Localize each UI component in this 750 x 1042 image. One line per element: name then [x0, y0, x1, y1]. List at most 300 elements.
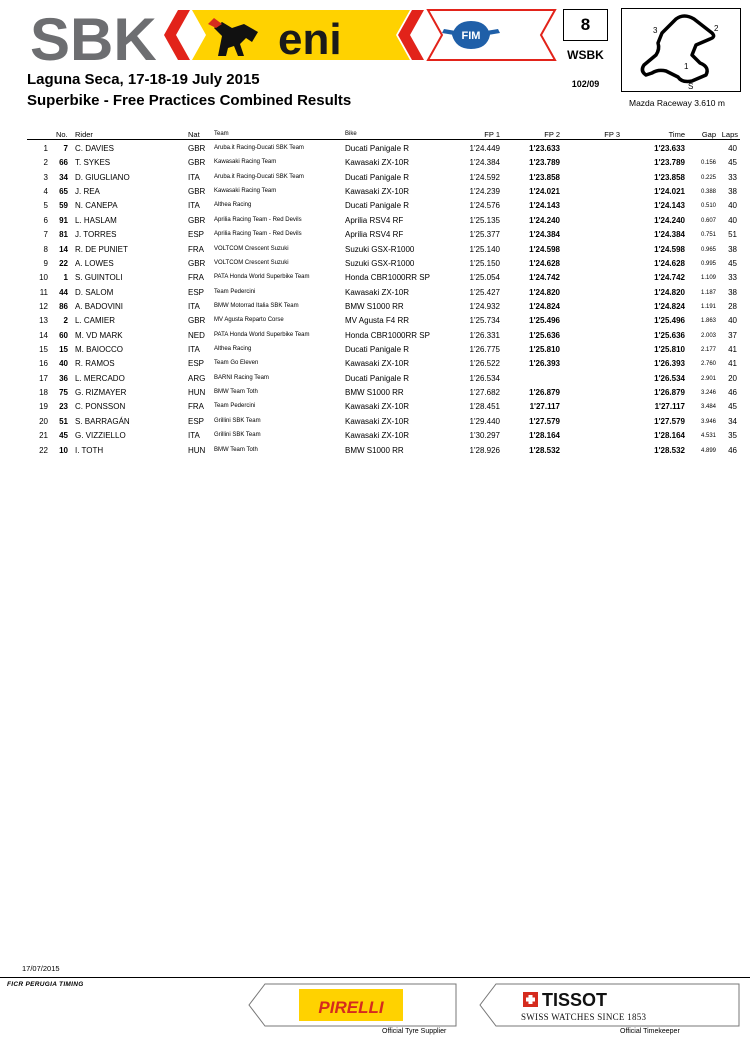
cell-nat: HUN [188, 388, 206, 398]
cell-pos: 5 [43, 201, 48, 211]
cell-fp1: 1'24.932 [469, 301, 500, 311]
cell-gap: 2.760 [700, 361, 716, 368]
cell-fp1: 1'25.427 [469, 287, 500, 297]
cell-fp2: 1'28.164 [529, 431, 560, 441]
table-row [0, 214, 750, 228]
cell-time: 1'25.810 [654, 345, 685, 355]
cell-gap: 3.246 [700, 390, 716, 397]
results-table [0, 142, 750, 458]
column-header-fp1: FP 1 [484, 130, 500, 139]
cell-no: 60 [59, 330, 68, 340]
cell-nat: ESP [188, 287, 205, 297]
cell-gap: 0.225 [700, 174, 716, 181]
cell-nat: GBR [188, 316, 206, 326]
cell-nat: GBR [188, 258, 206, 268]
cell-laps: 33 [728, 172, 737, 182]
cell-no: 7 [63, 144, 68, 153]
cell-rider: G. RIZMAYER [75, 388, 127, 398]
column-header-gap: Gap [701, 130, 716, 139]
column-header-bike: Bike [345, 131, 357, 137]
cell-pos: 7 [43, 230, 48, 240]
cell-laps: 33 [728, 273, 737, 283]
cell-no: 45 [59, 431, 68, 441]
cell-fp1: 1'26.522 [469, 359, 500, 369]
cell-fp2: 1'25.496 [529, 316, 560, 326]
cell-gap: 0.388 [700, 189, 716, 196]
cell-nat: GBR [188, 158, 206, 168]
cell-pos: 3 [43, 172, 48, 182]
cell-laps: 40 [728, 215, 737, 225]
column-header-laps: Laps [721, 130, 738, 139]
cell-nat: ITA [188, 172, 200, 182]
cell-rider: T. SYKES [75, 158, 111, 168]
cell-rider: A. BADOVINI [75, 301, 124, 311]
cell-no: 86 [59, 301, 68, 311]
cell-time: 1'24.742 [654, 273, 685, 283]
cell-nat: ITA [188, 301, 200, 311]
cell-no: 2 [63, 316, 68, 326]
cell-nat: ITA [188, 201, 200, 211]
cell-fp2: 1'25.810 [529, 345, 560, 355]
pirelli-logo-text: PIRELLI [318, 998, 384, 1017]
cell-fp1: 1'25.377 [469, 230, 500, 240]
fim-logo [442, 21, 500, 49]
cell-fp1: 1'26.331 [469, 330, 500, 340]
cell-fp1: 1'27.682 [469, 388, 500, 398]
cell-gap: 4.531 [700, 433, 716, 440]
table-row [0, 243, 750, 257]
cell-laps: 51 [728, 230, 737, 240]
cell-pos: 16 [39, 359, 48, 369]
cell-team: Grillini SBK Team [214, 432, 261, 439]
cell-bike: Ducati Panigale R [345, 345, 410, 355]
cell-no: 40 [59, 359, 68, 369]
cell-pos: 6 [43, 215, 48, 225]
track-marker-2: 2 [714, 24, 719, 33]
cell-fp1: 1'26.534 [469, 373, 500, 383]
cell-pos: 19 [39, 402, 48, 412]
cell-rider: R. RAMOS [75, 359, 115, 369]
document-number: 102/09 [571, 79, 600, 89]
cell-gap: 0.607 [700, 217, 716, 224]
cell-team: PATA Honda World Superbike Team [214, 331, 310, 338]
cell-rider: C. PONSSON [75, 402, 126, 412]
table-row [0, 156, 750, 170]
cell-laps: 20 [728, 373, 737, 383]
cell-team: BMW Team Toth [214, 446, 258, 453]
cell-laps: 46 [728, 445, 737, 455]
cell-rider: S. BARRAGÁN [75, 416, 130, 426]
cell-rider: I. TOTH [75, 445, 104, 455]
table-row [0, 199, 750, 213]
cell-team: Aruba.it Racing-Ducati SBK Team [214, 173, 304, 180]
cell-pos: 10 [39, 273, 48, 283]
table-row [0, 300, 750, 314]
round-number: 8 [563, 9, 608, 41]
cell-laps: 45 [728, 402, 737, 412]
cell-bike: Ducati Panigale R [345, 373, 410, 383]
cell-fp1: 1'28.451 [469, 402, 500, 412]
cell-fp2: 1'24.021 [529, 187, 560, 197]
cell-pos: 11 [39, 287, 48, 297]
cell-nat: GBR [188, 144, 206, 153]
cell-gap: 0.510 [700, 203, 716, 210]
cell-nat: FRA [188, 244, 204, 254]
cell-laps: 37 [728, 330, 737, 340]
cell-bike: Honda CBR1000RR SP [345, 330, 430, 340]
cell-team: VOLTCOM Crescent Suzuki [214, 245, 289, 252]
cell-gap: 1.191 [700, 303, 716, 310]
cell-time: 1'25.636 [654, 330, 685, 340]
cell-nat: FRA [188, 402, 204, 412]
cell-fp1: 1'25.150 [469, 258, 500, 268]
cell-laps: 40 [728, 201, 737, 211]
cell-laps: 38 [728, 244, 737, 254]
cell-bike: Ducati Panigale R [345, 144, 410, 153]
cell-team: Kawasaki Racing Team [214, 188, 277, 195]
cell-pos: 1 [43, 144, 48, 153]
cell-bike: Kawasaki ZX-10R [345, 187, 410, 197]
cell-time: 1'24.628 [654, 258, 685, 268]
cell-time: 1'27.579 [654, 416, 685, 426]
cell-no: 14 [59, 244, 68, 254]
sbk-logo: SBK [30, 6, 157, 66]
cell-pos: 18 [39, 388, 48, 398]
cell-bike: Kawasaki ZX-10R [345, 287, 410, 297]
cell-fp2: 1'25.636 [529, 330, 560, 340]
cell-gap: 0.156 [700, 160, 716, 167]
track-caption: Mazda Raceway 3.610 m [629, 98, 725, 108]
cell-pos: 17 [39, 373, 48, 383]
cell-fp2: 1'26.879 [529, 388, 560, 398]
cell-gap: 2.901 [700, 375, 716, 382]
cell-time: 1'25.496 [654, 316, 685, 326]
cell-laps: 28 [728, 301, 737, 311]
cell-fp1: 1'26.775 [469, 345, 500, 355]
cell-bike: Kawasaki ZX-10R [345, 431, 410, 441]
cell-bike: Kawasaki ZX-10R [345, 402, 410, 412]
cell-time: 1'23.789 [654, 158, 685, 168]
cell-time: 1'26.393 [654, 359, 685, 369]
cell-laps: 45 [728, 258, 737, 268]
cell-fp1: 1'28.926 [469, 445, 500, 455]
cell-fp1: 1'25.140 [469, 244, 500, 254]
cell-nat: FRA [188, 273, 204, 283]
cell-laps: 34 [728, 416, 737, 426]
cell-pos: 4 [43, 187, 48, 197]
table-row [0, 429, 750, 443]
footer-divider [0, 977, 750, 978]
cell-laps: 45 [728, 158, 737, 168]
cell-pos: 2 [43, 158, 48, 168]
cell-no: 66 [59, 158, 68, 168]
cell-fp2: 1'24.143 [529, 201, 560, 211]
cell-no: 75 [59, 388, 68, 398]
cell-bike: Aprilia RSV4 RF [345, 215, 404, 225]
column-header-time: Time [668, 130, 685, 139]
cell-team: Aruba.it Racing-Ducati SBK Team [214, 145, 304, 151]
cell-rider: G. VIZZIELLO [75, 431, 126, 441]
cell-rider: A. LOWES [75, 258, 114, 268]
cell-no: 44 [59, 287, 68, 297]
table-row [0, 286, 750, 300]
cell-pos: 9 [43, 258, 48, 268]
cell-nat: ITA [188, 345, 200, 355]
track-marker-3: 3 [653, 26, 658, 35]
cell-team: Althea Racing [214, 202, 252, 209]
cell-nat: ITA [188, 431, 200, 441]
sponsor-logo-band [0, 2, 560, 66]
cell-rider: L. HASLAM [75, 215, 117, 225]
session-title: Superbike - Free Practices Combined Results [27, 92, 352, 109]
cell-fp1: 1'24.239 [469, 187, 500, 197]
cell-fp2: 1'23.789 [529, 158, 560, 168]
cell-time: 1'24.021 [654, 187, 685, 197]
cell-pos: 15 [39, 345, 48, 355]
swiss-cross-horizontal [526, 998, 535, 1002]
cell-bike: Kawasaki ZX-10R [345, 416, 410, 426]
cell-bike: Ducati Panigale R [345, 201, 410, 211]
timing-provider-logo: FICR PERUGIA TIMING [7, 981, 84, 988]
cell-team: BARNI Racing Team [214, 374, 269, 381]
cell-time: 1'27.117 [654, 402, 685, 412]
cell-rider: C. DAVIES [75, 144, 114, 153]
cell-team: Aprilia Racing Team - Red Devils [214, 231, 302, 238]
cell-laps: 38 [728, 287, 737, 297]
tissot-tagline: SWISS WATCHES SINCE 1853 [521, 1012, 646, 1022]
table-row [0, 271, 750, 285]
column-header-fp2: FP 2 [544, 130, 560, 139]
cell-bike: Honda CBR1000RR SP [345, 273, 430, 283]
cell-pos: 22 [39, 445, 48, 455]
table-row [0, 444, 750, 458]
table-row [0, 357, 750, 371]
cell-pos: 8 [43, 244, 48, 254]
cell-rider: L. MERCADO [75, 373, 125, 383]
cell-fp1: 1'25.734 [469, 316, 500, 326]
cell-laps: 46 [728, 388, 737, 398]
cell-bike: Suzuki GSX-R1000 [345, 258, 415, 268]
cell-gap: 1.109 [700, 275, 716, 282]
series-label: WSBK [567, 48, 604, 62]
cell-team: VOLTCOM Crescent Suzuki [214, 259, 289, 266]
cell-bike: Aprilia RSV4 RF [345, 230, 404, 240]
cell-bike: Kawasaki ZX-10R [345, 158, 410, 168]
table-row [0, 415, 750, 429]
cell-fp2: 1'27.579 [529, 416, 560, 426]
cell-gap: 0.751 [700, 232, 716, 239]
cell-nat: GBR [188, 187, 206, 197]
cell-team: BMW Team Toth [214, 389, 258, 396]
cell-time: 1'23.633 [654, 144, 685, 153]
cell-fp1: 1'24.449 [469, 144, 500, 153]
cell-time: 1'28.164 [654, 431, 685, 441]
fim-logo-text: FIM [461, 30, 481, 42]
cell-pos: 13 [39, 316, 48, 326]
cell-laps: 35 [728, 431, 737, 441]
cell-fp2: 1'23.633 [529, 144, 560, 153]
track-map [621, 8, 741, 92]
cell-rider: M. BAIOCCO [75, 345, 124, 355]
cell-fp2: 1'24.240 [529, 215, 560, 225]
cell-fp1: 1'24.592 [469, 172, 500, 182]
cell-laps: 38 [728, 187, 737, 197]
cell-rider: L. CAMIER [75, 316, 116, 326]
tissot-sponsor [478, 983, 740, 1027]
header-divider [27, 139, 740, 140]
cell-gap: 0.965 [700, 246, 716, 253]
cell-bike: Suzuki GSX-R1000 [345, 244, 415, 254]
table-row [0, 372, 750, 386]
cell-gap: 2.177 [700, 347, 716, 354]
cell-no: 81 [59, 230, 68, 240]
cell-fp2: 1'24.742 [529, 273, 560, 283]
cell-no: 15 [59, 345, 68, 355]
cell-fp2: 1'24.384 [529, 230, 560, 240]
cell-no: 65 [59, 187, 68, 197]
cell-pos: 12 [39, 301, 48, 311]
column-header-no: No. [56, 130, 68, 139]
cell-bike: MV Agusta F4 RR [345, 316, 410, 326]
cell-nat: GBR [188, 215, 206, 225]
table-row [0, 142, 750, 156]
cell-team: Team Go Eleven [214, 360, 259, 367]
eni-logo: eni [278, 15, 342, 64]
column-header-nat: Nat [188, 130, 200, 139]
cell-bike: Ducati Panigale R [345, 172, 410, 182]
cell-rider: D. GIUGLIANO [75, 172, 130, 182]
cell-rider: J. TORRES [75, 230, 117, 240]
cell-rider: S. GUINTOLI [75, 273, 123, 283]
cell-fp1: 1'25.054 [469, 273, 500, 283]
table-row [0, 343, 750, 357]
cell-no: 59 [59, 201, 68, 211]
cell-fp2: 1'26.393 [529, 359, 560, 369]
cell-fp2: 1'23.858 [529, 172, 560, 182]
cell-team: BMW Motorrad Italia SBK Team [214, 302, 299, 309]
cell-fp1: 1'24.384 [469, 158, 500, 168]
cell-no: 23 [59, 402, 68, 412]
cell-fp2: 1'24.824 [529, 301, 560, 311]
cell-fp1: 1'29.440 [469, 416, 500, 426]
cell-time: 1'26.534 [654, 373, 685, 383]
cell-time: 1'24.598 [654, 244, 685, 254]
cell-gap: 3.946 [700, 418, 716, 425]
cell-nat: ESP [188, 416, 205, 426]
cell-team: Team Pedercini [214, 403, 256, 410]
cell-nat: ESP [188, 230, 205, 240]
cell-time: 1'23.858 [654, 172, 685, 182]
column-header-fp3: FP 3 [604, 130, 620, 139]
cell-fp2: 1'24.628 [529, 258, 560, 268]
column-header-rider: Rider [75, 130, 93, 139]
cell-time: 1'24.820 [654, 287, 685, 297]
cell-nat: NED [188, 330, 205, 340]
cell-no: 34 [59, 172, 68, 182]
cell-rider: J. REA [75, 187, 100, 197]
tissot-caption: Official Timekeeper [620, 1028, 680, 1035]
cell-fp1: 1'30.297 [469, 431, 500, 441]
cell-no: 51 [59, 416, 68, 426]
cell-fp2: 1'24.820 [529, 287, 560, 297]
cell-gap: 0.995 [700, 260, 716, 267]
cell-fp1: 1'24.576 [469, 201, 500, 211]
cell-no: 1 [63, 273, 68, 283]
cell-laps: 40 [728, 144, 737, 153]
footer-date: 17/07/2015 [22, 964, 60, 973]
track-marker-1: 1 [684, 62, 689, 71]
cell-rider: N. CANEPA [75, 201, 118, 211]
cell-rider: D. SALOM [75, 287, 114, 297]
cell-gap: 2.003 [700, 332, 716, 339]
cell-bike: Kawasaki ZX-10R [345, 359, 410, 369]
cell-fp1: 1'25.135 [469, 215, 500, 225]
cell-pos: 20 [39, 416, 48, 426]
cell-team: MV Agusta Reparto Corse [214, 317, 284, 324]
table-row [0, 386, 750, 400]
cell-gap: 1.187 [700, 289, 716, 296]
table-row [0, 185, 750, 199]
pirelli-sponsor [247, 983, 457, 1027]
event-title: Laguna Seca, 17-18-19 July 2015 [27, 71, 260, 88]
pirelli-caption: Official Tyre Supplier [382, 1028, 447, 1035]
cell-fp2: 1'27.117 [529, 402, 560, 412]
cell-no: 91 [59, 215, 68, 225]
cell-bike: BMW S1000 RR [345, 388, 404, 398]
cell-team: Althea Racing [214, 346, 252, 353]
cell-laps: 41 [728, 359, 737, 369]
table-row [0, 314, 750, 328]
cell-no: 36 [59, 373, 68, 383]
cell-laps: 41 [728, 345, 737, 355]
cell-rider: R. DE PUNIET [75, 244, 128, 254]
cell-pos: 21 [39, 431, 48, 441]
cell-pos: 14 [39, 330, 48, 340]
table-row [0, 228, 750, 242]
cell-time: 1'24.824 [654, 301, 685, 311]
cell-gap: 3.484 [700, 404, 716, 411]
cell-bike: BMW S1000 RR [345, 301, 404, 311]
cell-nat: HUN [188, 445, 206, 455]
cell-laps: 40 [728, 316, 737, 326]
cell-fp2: 1'24.598 [529, 244, 560, 254]
cell-nat: ARG [188, 373, 206, 383]
cell-time: 1'26.879 [654, 388, 685, 398]
track-marker-start: S [688, 82, 694, 91]
cell-time: 1'24.240 [654, 215, 685, 225]
table-row [0, 257, 750, 271]
cell-no: 22 [59, 258, 68, 268]
cell-team: PATA Honda World Superbike Team [214, 274, 310, 281]
cell-gap: 1.863 [700, 318, 716, 325]
cell-fp2: 1'28.532 [529, 445, 560, 455]
cell-team: Team Pedercini [214, 288, 256, 295]
sbk-chevron-icon [164, 10, 190, 60]
cell-rider: M. VD MARK [75, 330, 123, 340]
cell-time: 1'24.143 [654, 201, 685, 211]
cell-bike: BMW S1000 RR [345, 445, 404, 455]
cell-team: Aprilia Racing Team - Red Devils [214, 216, 302, 223]
cell-time: 1'28.532 [654, 445, 685, 455]
fim-banner [428, 10, 555, 60]
tissot-logo: TISSOT [542, 990, 608, 1010]
cell-team: Kawasaki Racing Team [214, 159, 277, 166]
column-header-team: Team [214, 131, 229, 137]
cell-time: 1'24.384 [654, 230, 685, 240]
cell-team: Grillini SBK Team [214, 417, 261, 424]
table-row [0, 329, 750, 343]
cell-nat: ESP [188, 359, 205, 369]
